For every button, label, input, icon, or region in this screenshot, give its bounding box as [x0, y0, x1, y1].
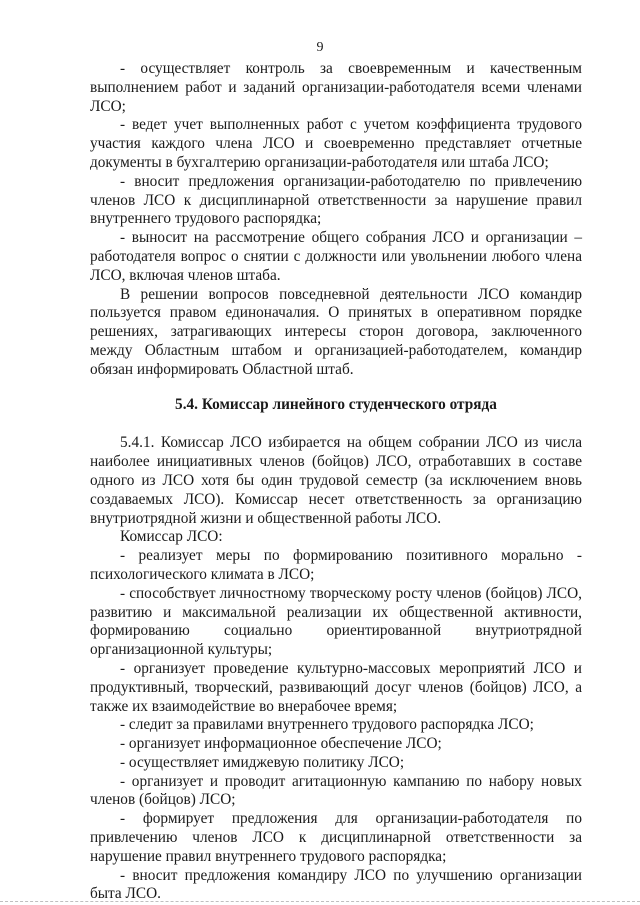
- list-item: - формирует предложения для организации-работодателя по привлечению членов ЛСО к дисциплинарной ответственности за нарушение правил внутреннего трудового распорядка;: [90, 810, 582, 865]
- list-item: - организует проведение культурно-массовых мероприятий ЛСО и продуктивный, творческий, развивающий досуг членов (бойцов) ЛСО, а также их взаимодействие во внерабочее время;: [90, 659, 582, 715]
- list-item: - осуществляет имиджевую политику ЛСО;: [120, 753, 405, 771]
- list-item: - реализует меры по формированию позитивного морально - психологического климата в ЛСО;: [90, 547, 582, 583]
- paragraph-control-duties: - осуществляет контроль за своевременным и качественным выполнением работ и заданий организации-работодателя всеми членами ЛСО;: [90, 60, 582, 115]
- paragraph-commissar-election: 5.4.1. Комиссар ЛСО избирается на общем собрании ЛСО из числа наиболее инициативных членов (бойцов) ЛСО, отработавших в составе одного из ЛСО хотя бы один трудовой семестр (за исключением вновь создаваемых ЛСО). Комиссар несет ответственность за организацию внутриотрядной жизни и общественной работы ЛСО.: [90, 434, 582, 527]
- document-body: [90, 60, 582, 904]
- section-heading-commissar: 5.4. Комиссар линейного студенческого отряда: [175, 395, 497, 413]
- page-number: 9: [316, 40, 324, 55]
- list-item: - вносит предложения командиру ЛСО по улучшению организации быта ЛСО.: [90, 866, 582, 903]
- paragraph-dismissal-question: - выносит на рассмотрение общего собрания ЛСО и организации – работодателя вопрос о снятии с должности или увольнении любого члена ЛСО, включая членов штаба.: [90, 229, 582, 284]
- paragraph-work-accounting: - ведет учет выполненных работ с учетом коэффициента трудового участия каждого члена ЛСО и своевременно представляет отчетные документы в бухгалтерию организации-работодателя или штаба ЛСО;: [90, 116, 582, 171]
- scan-edge-line: [0, 901, 640, 902]
- list-item: - следит за правилами внутреннего трудового распорядка ЛСО;: [120, 716, 534, 734]
- paragraph-disciplinary-proposals: - вносит предложения организации-работодателю по привлечению членов ЛСО к дисциплинарной ответственности за нарушение правил внутреннего трудового распорядка;: [90, 172, 582, 228]
- paragraph-commissar-intro: Комиссар ЛСО:: [120, 528, 223, 546]
- list-item: - организует и проводит агитационную кампанию по набору новых членов (бойцов) ЛСО;: [90, 772, 582, 809]
- paragraph-sole-command: В решении вопросов повседневной деятельности ЛСО командир пользуется правом единоначалия. О принятых в оперативном порядке решениях, затрагивающих интересы сторон договора, заключенного между Областным штабом и организацией-работодателем, командир обязан информировать Областной штаб.: [90, 285, 582, 378]
- list-item: - способствует личностному творческому росту членов (бойцов) ЛСО, развитию и максимальной реализации их общественной активности, формированию социально ориентированной внутриотрядной организационной культуры;: [90, 584, 582, 659]
- list-item: - организует информационное обеспечение ЛСО;: [120, 735, 442, 753]
